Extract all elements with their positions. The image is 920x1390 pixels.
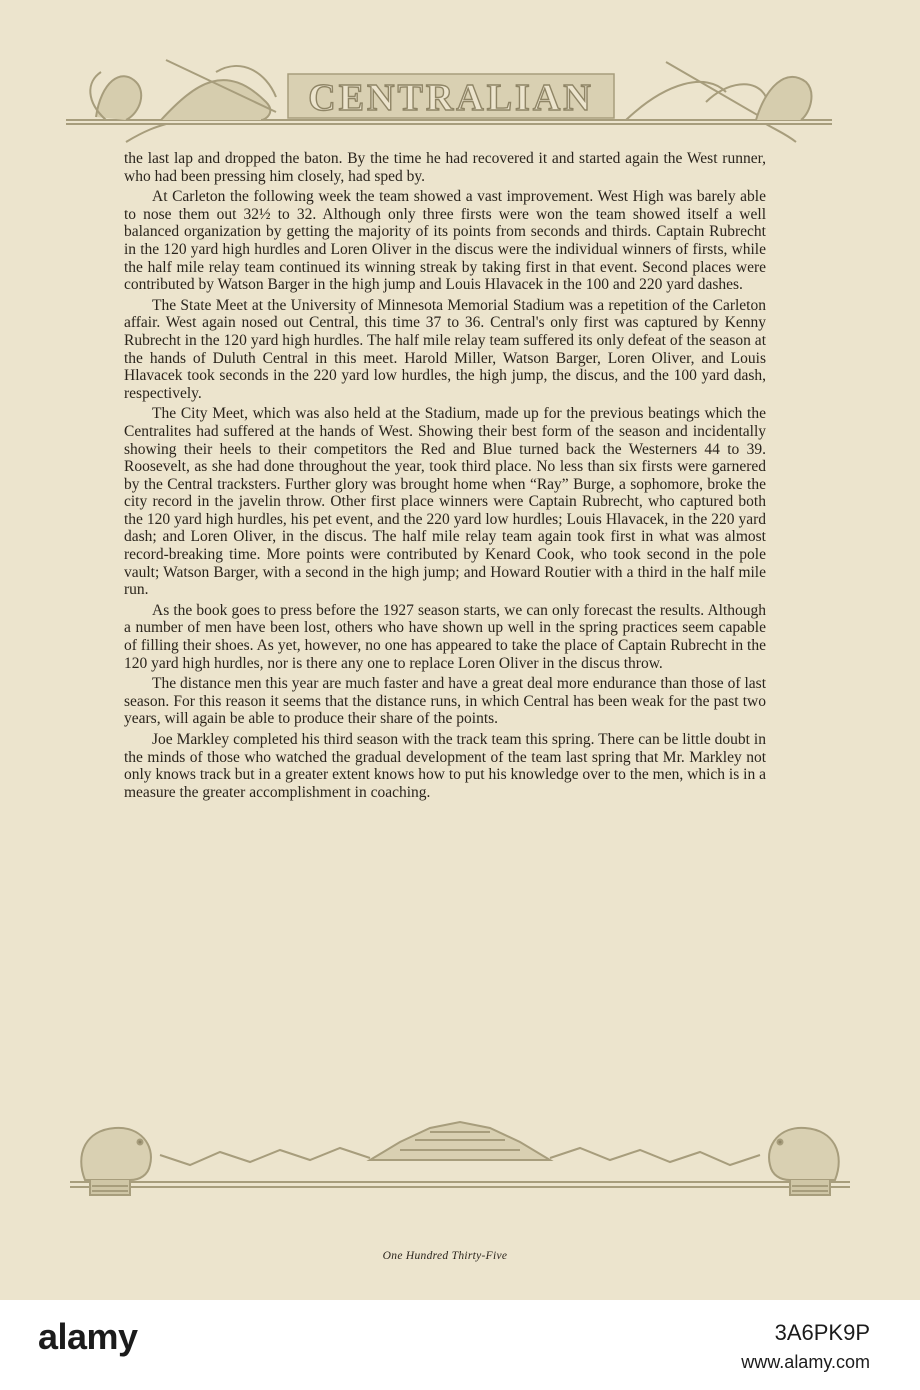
beaver-right-icon (769, 1128, 839, 1195)
header-banner (66, 42, 832, 152)
footer-banner (70, 1120, 850, 1230)
paragraph-3: The State Meet at the University of Minnesota Memorial Stadium was a repetition of the Carleton affair. West again nosed out Central, this time 37 to 36. Central's only first was captured by Kenny Rubrecht in the 120 yard high hurdles. The half mile relay team suffered its only defeat of the season at the hands of Duluth Central in this meet. Harold Miller, Watson Barger, Loren Oliver, and Louis Hlavacek took seconds in the 220 yard low hurdles, the high jump, the discus, and the 100 yard dash, respectively. (124, 296, 766, 402)
paragraph-5: As the book goes to press before the 1927 season starts, we can only forecast the results. Although a number of men have been lost, others who have shown up well in the spring practices seem capable of filling their shoes. As yet, however, no one has appeared to take the place of Captain Rubrecht in the 120 yard high hurdles, nor is there any one to replace Loren Oliver in the discus throw. (124, 601, 766, 672)
beaver-left-icon (81, 1128, 151, 1195)
page-number: One Hundred Thirty-Five (382, 1250, 508, 1262)
paragraph-1: the last lap and dropped the baton. By the time he had recovered it and started again the West runner, who had been pressing him closely, had sped by. (124, 150, 766, 185)
paragraph-6: The distance men this year are much faster and have a great deal more endurance than those of last season. For this reason it seems that the distance runs, in which Central has been weak for the past two years, will again be able to produce their share of the points. (124, 675, 766, 728)
watermark-image-id: 3A6PK9P (774, 1320, 870, 1345)
watermark-logo: alamy (38, 1316, 138, 1357)
article-body (124, 150, 766, 804)
paragraph-2: At Carleton the following week the team showed a vast improvement. West High was barely able to nose them out 32½ to 32. Although only three firsts were won the team showed itself a well balanced organization by getting the majority of its points from seconds and thirds. Captain Rubrecht in the 120 yard high hurdles and Loren Oliver in the discus were the individual winners of firsts, while the half mile relay team continued its winning streak by taking first in that event. Second places were contributed by Watson Barger in the high jump and Louis Hlavacek in the 100 and 220 yard dashes. (124, 188, 766, 294)
paragraph-4: The City Meet, which was also held at the Stadium, made up for the previous beatings which the Centralites had suffered at the hands of West. Showing their best form of the season and incidentally showing their heels to their competitors the Red and Blue turned back the Westerners 44 to 39. Roosevelt, as she had done throughout the year, took third place. No less than six firsts were garnered by the Central tracksters. Further glory was brought home when “Ray” Burge, a sophomore, broke the city record in the javelin throw. Other first place winners were Captain Rubrecht, who captured both the 120 yard high hurdles, his pet event, and the 220 yard low hurdles; Louis Hlavacek, in the 220 yard dash; and Loren Oliver, in the discus. The half mile relay team again took first in what was almost record-breaking time. More points were contributed by Kenard Cook, who took second in the pole vault; Watson Barger, with a second in the high jump; and Howard Routier with a third in the half mile run. (124, 405, 766, 599)
paragraph-7: Joe Markley completed his third season with the track team this spring. There can be little doubt in the minds of those who watched the gradual development of the team last spring that Mr. Markley not only knows track but in a greater extent knows how to put his knowledge over to the men, which is in a measure the greater accomplishment in coaching. (124, 731, 766, 801)
banner-title: CENTRALIAN (308, 77, 594, 119)
watermark-url: www.alamy.com (741, 1352, 870, 1372)
